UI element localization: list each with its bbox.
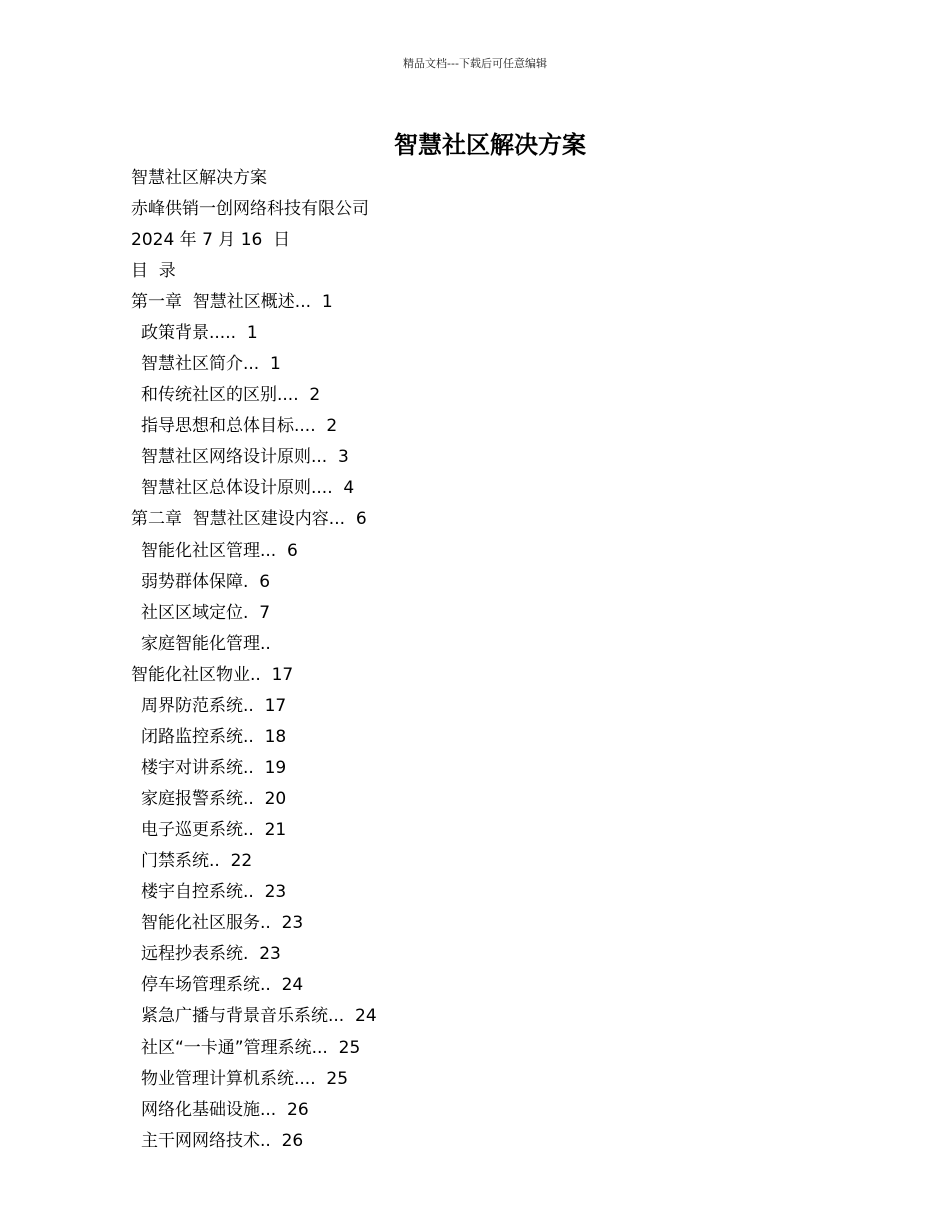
toc-entry[interactable]: 家庭智能化管理.. [141,633,271,654]
toc-entry[interactable]: 楼宇对讲系统.. 19 [141,757,287,778]
toc-entry[interactable]: 楼宇自控系统.. 23 [141,882,287,903]
toc-entry[interactable]: 周界防范系统.. 17 [141,695,287,716]
toc-entry[interactable]: 主干网网络技术.. 26 [141,1130,304,1151]
toc-entry[interactable]: 停车场管理系统.. 24 [141,975,304,996]
intro-block [131,163,831,287]
toc-entry[interactable]: 家庭报警系统.. 20 [141,789,287,809]
toc-entry[interactable]: 智慧社区总体设计原则.... 4 [141,478,355,499]
subtitle-line: 智慧社区解决方案 [131,168,267,188]
date-line: 2024 年 7 月 16 日 [131,230,291,250]
toc-entry[interactable]: 政策背景..... 1 [141,323,258,344]
toc-entry[interactable]: 物业管理计算机系统.... 25 [141,1068,349,1089]
toc-entry[interactable]: 指导思想和总体目标.... 2 [141,416,338,437]
toc-entry[interactable]: 智慧社区网络设计原则... 3 [141,447,349,468]
toc-entry[interactable]: 社区“一卡通”管理系统... 25 [141,1037,361,1058]
toc-heading: 目 录 [131,261,176,281]
toc-entry[interactable]: 和传统社区的区别.... 2 [141,385,321,406]
toc-entry[interactable]: 智能化社区管理... 6 [141,540,298,561]
toc-chapter[interactable]: 第二章 智慧社区建设内容... 6 [131,509,367,530]
table-of-contents [131,287,831,1157]
toc-chapter[interactable]: 第一章 智慧社区概述... 1 [131,292,333,312]
page-header: 精品文档---下载后可任意编辑 [403,57,547,70]
toc-chapter[interactable]: 智能化社区物业.. 17 [131,664,294,685]
toc-entry[interactable]: 弱势群体保障. 6 [141,571,271,592]
company-line: 赤峰供销一创网络科技有限公司 [131,199,369,219]
toc-entry[interactable]: 远程抄表系统. 23 [141,944,281,965]
toc-entry[interactable]: 社区区域定位. 7 [141,602,271,623]
toc-entry[interactable]: 智慧社区简介... 1 [141,354,281,375]
toc-entry[interactable]: 紧急广播与背景音乐系统... 24 [141,1006,377,1027]
toc-entry[interactable]: 网络化基础设施... 26 [141,1099,309,1120]
toc-entry[interactable]: 电子巡更系统.. 21 [141,820,287,841]
toc-entry[interactable]: 闭路监控系统.. 18 [141,726,287,747]
document-title: 智慧社区解决方案 [394,130,586,159]
toc-entry[interactable]: 门禁系统.. 22 [141,851,253,872]
toc-entry[interactable]: 智能化社区服务.. 23 [141,913,304,934]
